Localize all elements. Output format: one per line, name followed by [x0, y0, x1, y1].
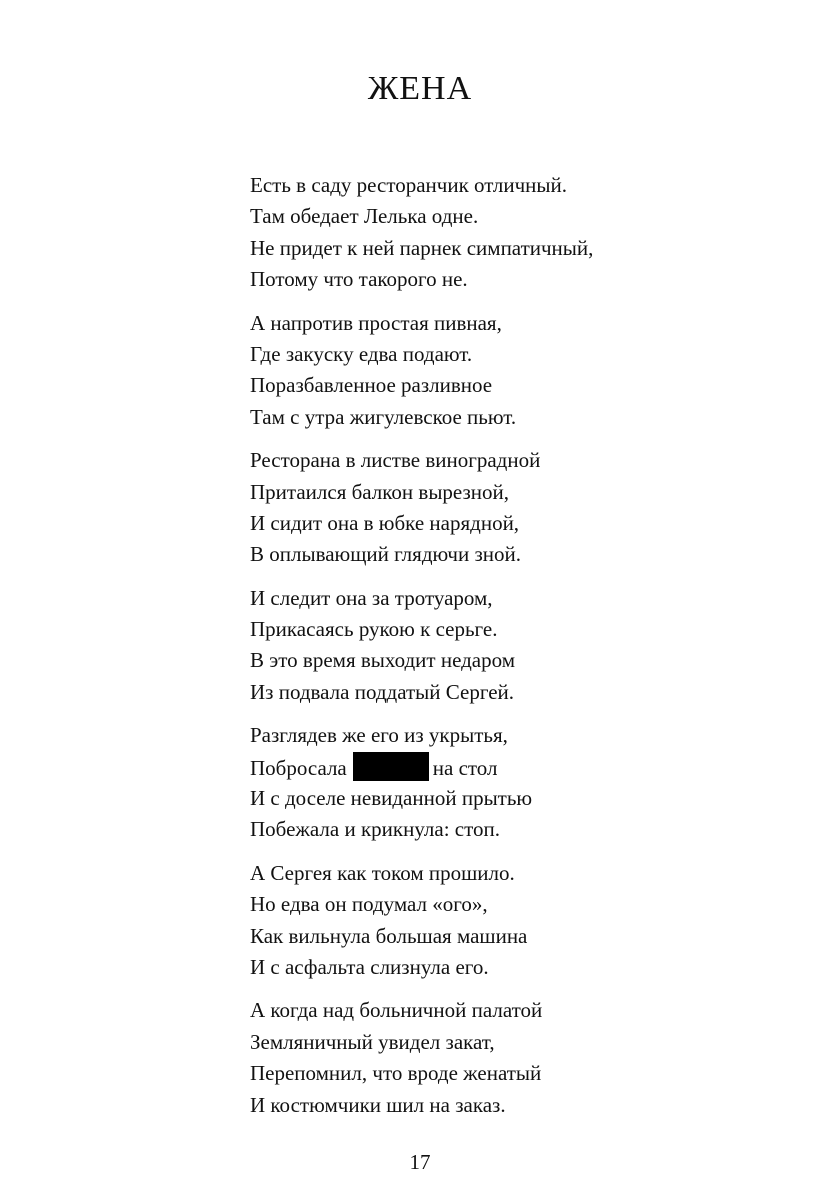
poem-line: И с асфальта слизнула его.: [250, 954, 489, 979]
poem-line: Есть в саду ресторанчик отличный.: [250, 173, 568, 197]
stanza-3: [250, 445, 810, 571]
poem-line: Как вильнула большая машина: [250, 923, 528, 948]
poem-line: Прикасаясь рукою к серьге.: [250, 617, 498, 642]
poem-line: Из подвала поддатый Сергей.: [250, 679, 515, 704]
stanza-7: [250, 995, 810, 1121]
stanza-6: [250, 858, 810, 984]
poem-line: Где закуску едва подают.: [250, 341, 473, 366]
page-number: 17: [409, 1150, 431, 1174]
poem-title: ЖЕНА: [367, 70, 473, 107]
redaction-block: [353, 752, 429, 781]
poem-line: Перепомнил, что вроде женатый: [250, 1061, 542, 1086]
poem-line: Там с утра жигулевское пьют.: [250, 404, 517, 429]
poem-line: Потому что такорого не.: [250, 267, 468, 292]
line-end: на стол: [432, 755, 498, 780]
stanza-2: [250, 308, 810, 434]
poem-line: Земляничный увидел закат,: [250, 1029, 495, 1054]
stanza-1: [250, 170, 810, 296]
poem-line: Не придет к ней парнек симпатичный,: [250, 235, 594, 260]
poem-line: А когда над больничной палатой: [250, 998, 543, 1023]
poem-line: Разглядев же его из укрытья,: [250, 723, 508, 748]
poem-line: И с доселе невиданной прытью: [250, 786, 533, 811]
poem-line: И костюмчики шил на заказ.: [250, 1092, 506, 1117]
poem-line: В оплывающий глядючи зной.: [250, 542, 521, 567]
poem-line: Поразбавленное разливное: [250, 373, 493, 398]
poem-line: Притаился балкон вырезной,: [250, 479, 510, 504]
poem-line: Но едва он подумал «ого»,: [250, 892, 488, 917]
poem-line: И следит она за тротуаром,: [250, 585, 493, 610]
poem-line-redacted: [250, 752, 810, 783]
poem-line: Там обедает Лелька одне.: [250, 204, 479, 229]
line-start: Побросала: [250, 755, 347, 780]
stanza-5: [250, 720, 810, 846]
poem-line: А напротив простая пивная,: [250, 310, 502, 335]
poem-line: И сидит она в юбке нарядной,: [250, 510, 520, 535]
poem-line: А Сергея как током прошило.: [250, 860, 515, 885]
poem-body: [250, 170, 810, 1133]
poem-line: Побежала и крикнула: стоп.: [250, 817, 501, 842]
stanza-4: [250, 583, 810, 709]
poem-line: Ресторана в листве виноградной: [250, 448, 541, 473]
poem-line: В это время выходит недаром: [250, 648, 516, 673]
